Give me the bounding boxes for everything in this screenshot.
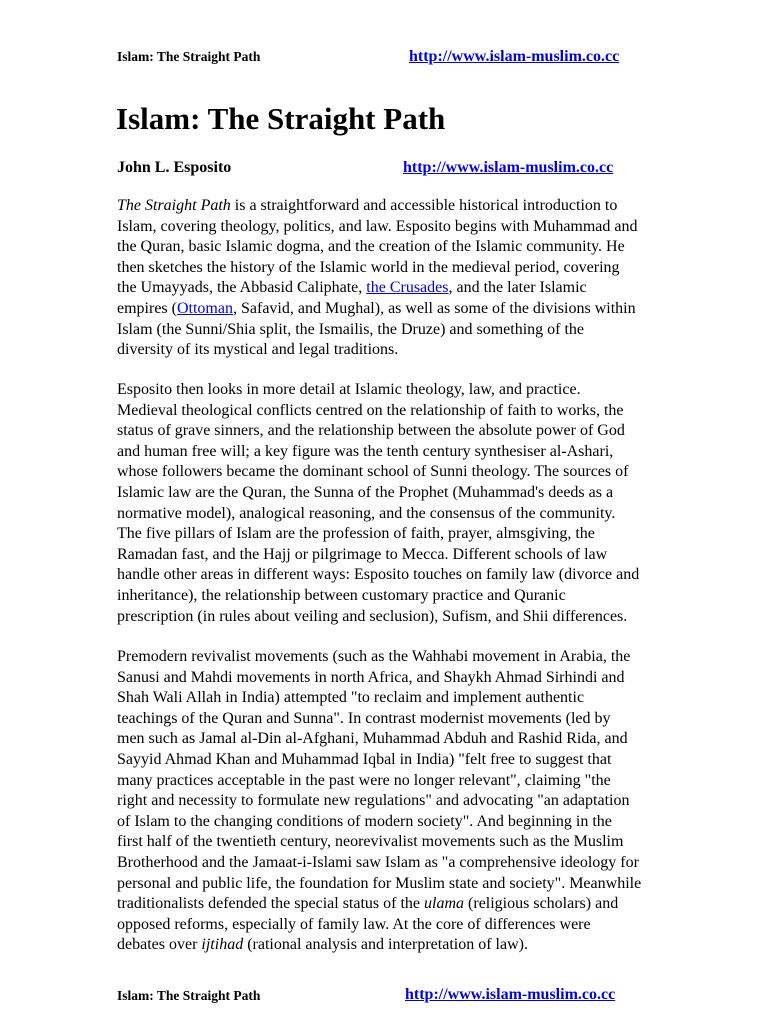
text-line: men such as Jamal al-Din al-Afghani, Muhammad Abduh and Rashid Rida, and [117,730,628,748]
footer-link[interactable]: http://www.islam-muslim.co.cc [405,986,616,1003]
text-line: traditionalists defended the special status of the ulama (religious scholars) and [117,895,619,913]
paragraph-theology [117,380,677,627]
author-name: John L. Esposito [117,159,232,176]
text-line: empires (Ottoman, Safavid, and Mughal), as well as some of the divisions within [117,299,636,317]
text-line: Sayyid Ahmad Khan and Muhammad Iqbal in India) "felt free to suggest that [117,750,612,768]
text-line: Shah Wali Allah in India) attempted "to reclaim and implement authentic [117,689,585,707]
text-line: Islam (the Sunni/Shia split, the Ismailis, the Druze) and something of the [117,320,585,338]
text-line: inheritance), the relationship between customary practice and Quranic [117,586,566,604]
text-line: teachings of the Quran and Sunna". In contrast modernist movements (led by [117,709,611,727]
footer-title: Islam: The Straight Path [117,988,261,1003]
text-line: first half of the twentieth century, neorevivalist movements such as the Muslim [117,833,624,851]
text-line: then sketches the history of the Islamic world in the medieval period, covering [117,258,620,276]
text-line: of Islam to the changing conditions of modern society". And beginning in the [117,812,612,830]
text-line: The five pillars of Islam are the profession of faith, prayer, almsgiving, the [117,525,595,543]
text-line: The Straight Path is a straightforward and accessible historical introduction to [117,197,618,214]
paragraph-intro [117,196,677,361]
header-title: Islam: The Straight Path [117,49,261,64]
document-title: Islam: The Straight Path [116,101,446,136]
text-line: whose followers became the dominant school of Sunni theology. The sources of [117,463,629,481]
text-line: Esposito then looks in more detail at Islamic theology, law, and practice. [117,381,581,398]
text-line: Islamic law are the Quran, the Sunna of the Prophet (Muhammad's deeds as a [117,483,614,501]
text-line: right and necessity to formulate new regulations" and advocating "an adaptation [117,792,630,810]
text-line: the Quran, basic Islamic dogma, and the creation of the Islamic community. He [117,238,625,256]
text-line: and human free will; a key figure was the tenth century synthesiser al-Ashari, [117,442,614,460]
text-line: Islam, covering theology, politics, and law. Esposito begins with Muhammad and [117,217,638,235]
text-line: prescription (in rules about veiling and seclusion), Sufism, and Shii differences. [117,607,628,625]
ijtihad-italic: ijtihad [201,936,244,954]
crusades-link[interactable]: the Crusades [366,279,449,297]
author-link[interactable]: http://www.islam-muslim.co.cc [403,159,614,176]
text-line: handle other areas in different ways: Esposito touches on family law (divorce and [117,566,640,584]
text-line: normative model), analogical reasoning, and the consensus of the community. [117,504,616,522]
text-line: Ramadan fast, and the Hajj or pilgrimage to Mecca. Different schools of law [117,545,608,563]
text-line: Sanusi and Mahdi movements in north Africa, and Shaykh Ahmad Sirhindi and [117,668,625,686]
text-line: personal and public life, the foundation for Muslim state and society". Meanwhile [117,874,642,892]
text-line: the Umayyads, the Abbasid Caliphate, the Crusades, and the later Islamic [117,279,587,297]
text-line: many practices acceptable in the past were no longer relevant", claiming "the [117,771,611,789]
text-line: Premodern revivalist movements (such as the Wahhabi movement in Arabia, the [117,648,631,665]
book-title-italic: The Straight Path [117,197,231,214]
ulama-italic: ulama [424,895,465,913]
text-line: opposed reforms, especially of family law. At the core of differences were [117,915,591,933]
text-line: Medieval theological conflicts centred on the relationship of faith to works, the [117,401,624,419]
text-line: debates over ijtihad (rational analysis and interpretation of law). [117,936,528,954]
text-line: diversity of its mystical and legal traditions. [117,341,399,359]
header-link[interactable]: http://www.islam-muslim.co.cc [409,48,620,65]
paragraph-movements [117,647,677,956]
text-line: Brotherhood and the Jamaat-i-Islami saw Islam as "a comprehensive ideology for [117,853,639,871]
ottoman-link[interactable]: Ottoman [176,299,233,317]
text-line: status of grave sinners, and the relationship between the absolute power of God [117,422,625,440]
